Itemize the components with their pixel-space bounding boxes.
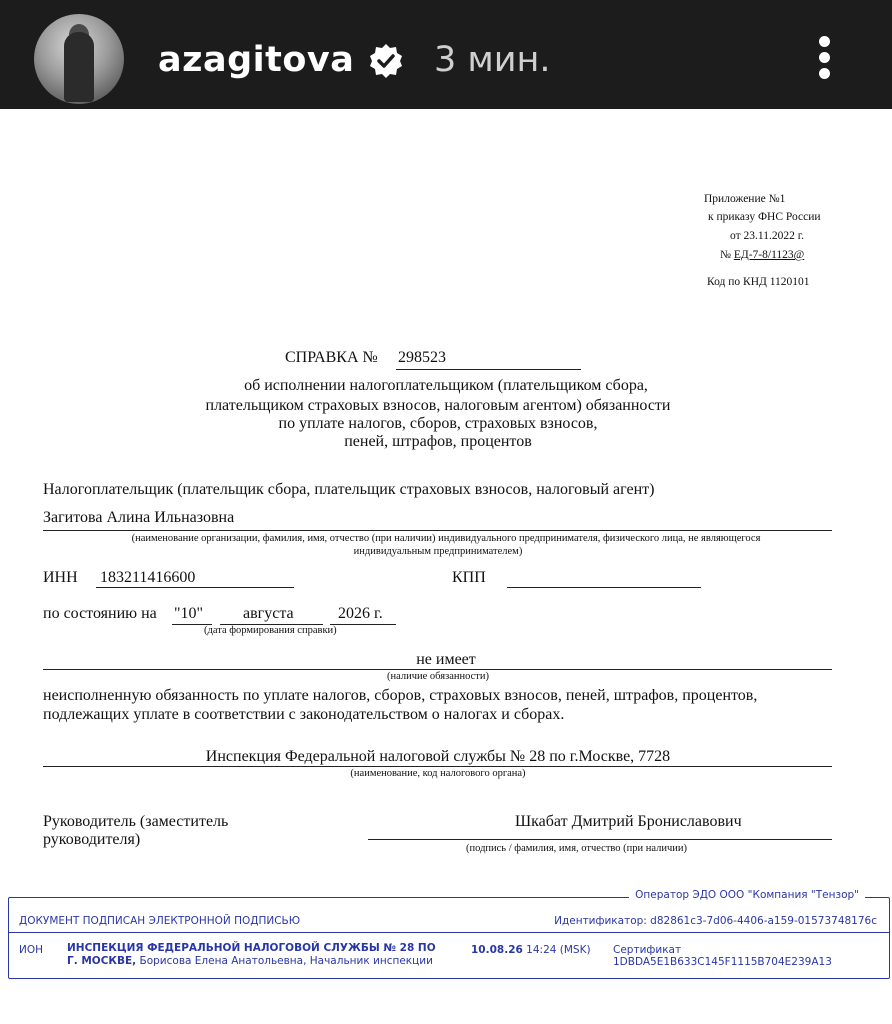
taxpayer-underline (43, 530, 832, 531)
signer-organization-name: ИНСПЕКЦИЯ ФЕДЕРАЛЬНОЙ НАЛОГОВОЙ СЛУЖБЫ № 28 ПО Г. МОСКВЕ, (67, 942, 436, 967)
certificate-title: СПРАВКА № (285, 349, 378, 366)
asof-label: по состоянию на (43, 605, 157, 622)
taxpayer-label: Налогоплательщик (плательщик сбора, плательщик страховых взносов, налоговый агент) (43, 481, 655, 498)
certificate-number: 298523 (398, 349, 446, 366)
username[interactable]: azagitova (158, 40, 355, 80)
knd-code: Код по КНД 1120101 (707, 276, 810, 288)
appendix-number-prefix: № (720, 249, 731, 261)
edo-operator: Оператор ЭДО ООО "Компания "Тензор" (629, 889, 865, 901)
asof-year: 2026 г. (338, 605, 383, 622)
taxpayer-caption-line1: (наименование организации, фамилия, имя, отчество (при наличии) индивидуального предпринимателя, физического лица, не являющегося (131, 533, 761, 544)
asof-year-underline (330, 624, 396, 625)
head-name: Шкабат Дмитрий Брониславович (515, 813, 742, 830)
appendix-line2: к приказу ФНС России (708, 211, 821, 223)
status-caption: (наличие обязанности) (387, 671, 489, 682)
subtitle-line1: об исполнении налогоплательщиком (плательщиком сбора, (244, 377, 648, 394)
verified-badge-icon (368, 43, 404, 79)
signer-person: Борисова Елена Анатольевна, Начальник инспекции (139, 955, 433, 967)
obligation-text-line1: неисполненную обязанность по уплате налогов, сборов, страховых взносов, пеней, штрафов, процентов, (43, 687, 758, 704)
subtitle-line4: пеней, штрафов, процентов (344, 433, 532, 450)
signer-organization (67, 942, 447, 968)
subtitle-line3: по уплате налогов, сборов, страховых взносов, (278, 415, 598, 432)
avatar[interactable] (34, 14, 124, 104)
electronic-signature-stamp (8, 889, 890, 979)
more-options-icon[interactable] (812, 34, 838, 82)
number-underline (396, 369, 581, 370)
post-time: 3 мин. (434, 40, 551, 80)
appendix-line1: Приложение №1 (704, 193, 786, 205)
kpp-underline (507, 587, 701, 588)
head-caption: (подпись / фамилия, имя, отчество (при наличии) (466, 843, 688, 854)
signature-date: 10.08.26 (471, 944, 523, 956)
head-label-line1: Руководитель (заместитель (43, 813, 229, 830)
taxpayer-caption-line2: индивидуальным предпринимателем) (353, 546, 523, 557)
obligation-text-line2: подлежащих уплате в соответствии с законодательством о налогах и сборах. (43, 706, 565, 723)
obligation-status: не имеет (416, 651, 476, 668)
signature-certificate: Сертификат 1DBDA5E1B633C145F1115B704E239A13 (613, 944, 832, 968)
inn-label: ИНН (43, 569, 78, 586)
avatar-figure-shape (64, 32, 94, 102)
kpp-label: КПП (452, 569, 486, 586)
appendix-order-number: ЕД-7-8/1123@ (733, 249, 805, 261)
signature-time: 14:24 (MSK) (526, 944, 591, 956)
taxpayer-name: Загитова Алина Ильназовна (43, 509, 235, 526)
signature-datetime (471, 944, 591, 956)
signature-identifier: Идентификатор: d82861c3-7d06-4406-a159-01573748176c (554, 915, 877, 927)
inn-underline (96, 587, 294, 588)
signed-label: ДОКУМЕНТ ПОДПИСАН ЭЛЕКТРОННОЙ ПОДПИСЬЮ (19, 915, 301, 927)
asof-month: августа (243, 605, 294, 622)
head-underline (368, 839, 832, 840)
status-underline (43, 669, 832, 670)
asof-caption: (дата формирования справки) (204, 625, 337, 636)
story-header (0, 0, 892, 109)
signature-separator (9, 932, 889, 933)
asof-day: "10" (174, 605, 204, 622)
inn-value: 183211416600 (100, 569, 196, 586)
authority-caption: (наименование, код налогового органа) (350, 768, 526, 779)
tax-certificate-document (0, 109, 892, 1024)
subtitle-line2: плательщиком страховых взносов, налоговым агентом) обязанности (205, 397, 671, 414)
appendix-line3: от 23.11.2022 г. (730, 230, 804, 242)
appendix-line4 (720, 249, 804, 261)
tax-authority: Инспекция Федеральной налоговой службы № 28 по г.Москве, 7728 (205, 748, 671, 765)
head-label-line2: руководителя) (43, 831, 141, 848)
authority-underline (43, 766, 832, 767)
ion-label: ИОН (19, 944, 44, 956)
